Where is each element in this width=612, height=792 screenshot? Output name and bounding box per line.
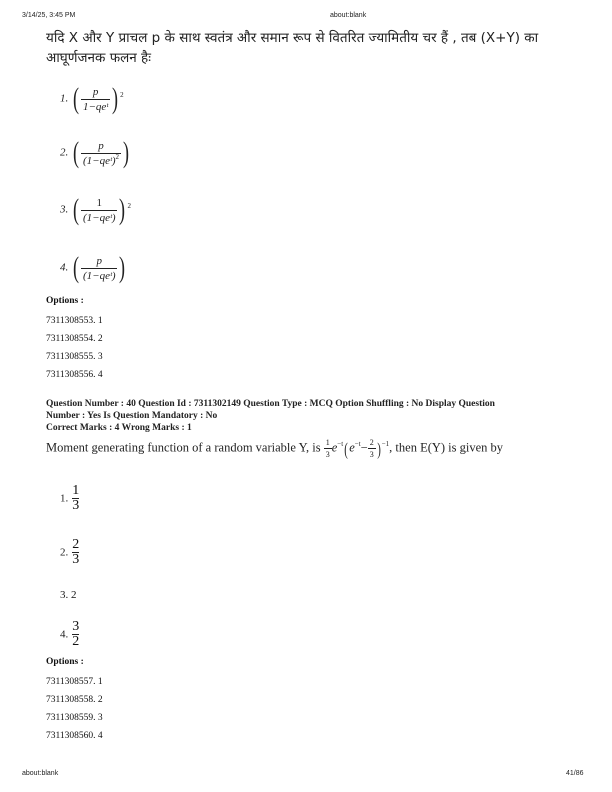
- inner-fraction: [368, 438, 376, 459]
- fraction-numerator: p: [96, 254, 102, 267]
- fraction-numerator: p: [92, 85, 99, 98]
- q2-options-block: [46, 657, 103, 745]
- fraction-numerator: 1: [96, 196, 102, 209]
- choice-number: 3.: [60, 203, 69, 216]
- q2-question-text: Moment generating function of a random variable Y, is $\frac{1}{3}$ $e^{-t}(e^{-t}-$ $\frac{2}{3}$ )$^{-1}$, then E(Y) is given by: [46, 438, 504, 459]
- q1-choice-1: 1. ( $\frac{p}{\text{1−qeᵗ}}$ ) $^2$: [60, 82, 124, 115]
- fraction-denominator: 3: [72, 498, 80, 513]
- question-meta-line-2: Number : Yes Is Question Mandatory : No: [46, 411, 218, 421]
- q2-choice-3: [60, 589, 77, 601]
- expr-e-exponent: −t: [337, 440, 344, 449]
- choice-number: 3.: [60, 589, 69, 601]
- choice-number: 1.: [60, 492, 69, 505]
- choice-fraction: [81, 255, 117, 282]
- fraction-denominator: (1−qeᵗ): [83, 211, 116, 224]
- choice-fraction: [72, 620, 79, 649]
- choice-fraction: [81, 197, 117, 224]
- option-id: 7311308560. 4: [46, 731, 103, 741]
- options-label: Options :: [46, 296, 84, 306]
- fraction-numerator: p: [98, 139, 104, 152]
- coef-numerator: 1: [325, 438, 330, 447]
- choice-fraction: [72, 538, 79, 567]
- choice-fraction: [72, 484, 79, 513]
- fraction-numerator: 3: [72, 619, 80, 634]
- inner-e-exponent: −t: [354, 440, 361, 449]
- option-id: 7311308559. 3: [46, 713, 103, 723]
- fraction-denominator: 3: [72, 552, 80, 567]
- fraction-numerator: 1: [72, 483, 80, 498]
- question-line-1: यदि X और Y प्राचल p के साथ स्वतंत्र और समान रूप से वितरित ज्यामितीय चर हैं , तब (X+Y) का: [46, 30, 539, 46]
- print-page-url: about:blank: [330, 12, 367, 19]
- option-id: 7311308553. 1: [46, 316, 103, 326]
- options-label: Options :: [46, 657, 84, 667]
- choice-value: 2: [71, 589, 77, 601]
- choice-number: 2.: [60, 146, 69, 159]
- option-id: 7311308556. 4: [46, 370, 103, 380]
- exponent: 2: [120, 90, 124, 99]
- fraction-denominator: (1−qeᵗ): [83, 154, 116, 167]
- fraction-denominator: (1−qeᵗ): [83, 269, 116, 282]
- choice-number: 1.: [60, 92, 69, 105]
- q1-choice-2: 2. ( $\frac{p}{(1-qeᵗ)^2}$ ): [60, 136, 129, 169]
- inner-numerator: 2: [369, 438, 374, 447]
- option-id: 7311308557. 1: [46, 677, 103, 687]
- q1-options-block: [46, 296, 103, 384]
- option-id: 7311308555. 3: [46, 352, 103, 362]
- choice-fraction: [81, 86, 110, 113]
- fraction-denominator: 2: [72, 634, 80, 649]
- inner-e: e: [349, 440, 355, 455]
- question-text-pre: Moment generating function of a random variable Y, is: [46, 440, 321, 455]
- print-timestamp: 3/14/25, 3:45 PM: [22, 12, 76, 19]
- question-text-hindi: [46, 28, 586, 68]
- outer-exponent: −1: [381, 440, 390, 449]
- coefficient-fraction: [324, 438, 332, 459]
- coef-denominator: 3: [325, 450, 330, 459]
- question-text-post: , then E(Y) is given by: [389, 440, 504, 455]
- footer-url: about:blank: [22, 770, 59, 777]
- choice-number: 4.: [60, 628, 69, 641]
- inner-denominator: 3: [369, 450, 374, 459]
- exponent: 2: [127, 201, 131, 210]
- q1-choice-4: 4. ( $\frac{p}{\text{(1−qeᵗ)}}$ ): [60, 251, 126, 284]
- q2-meta: [46, 398, 586, 434]
- expr-e: e: [331, 440, 338, 455]
- option-id: 7311308554. 2: [46, 334, 103, 344]
- question-line-2: आघूर्णजनक फलन हैः: [46, 50, 151, 66]
- inner-minus: −: [360, 440, 368, 455]
- q1-choice-3: 3. ( $\frac{1}{\text{(1−qeᵗ)}}$ ) $^2$: [60, 193, 131, 226]
- question-meta-line-1: Question Number : 40 Question Id : 7311302149 Question Type : MCQ Option Shuffling : No Display Question: [46, 399, 495, 409]
- choice-number: 4.: [60, 261, 69, 274]
- choice-fraction: [81, 140, 121, 167]
- fraction-denominator: 1−qeᵗ: [83, 100, 109, 113]
- choice-number: 2.: [60, 546, 69, 559]
- q2-choice-1: [60, 484, 79, 513]
- q2-choice-4: [60, 620, 79, 649]
- question-marks: Correct Marks : 4 Wrong Marks : 1: [46, 423, 192, 433]
- fraction-numerator: 2: [72, 537, 80, 552]
- q2-choice-2: [60, 538, 79, 567]
- denominator-exponent: 2: [115, 152, 119, 161]
- option-id: 7311308558. 2: [46, 695, 103, 705]
- page-counter: 41/86: [566, 770, 584, 777]
